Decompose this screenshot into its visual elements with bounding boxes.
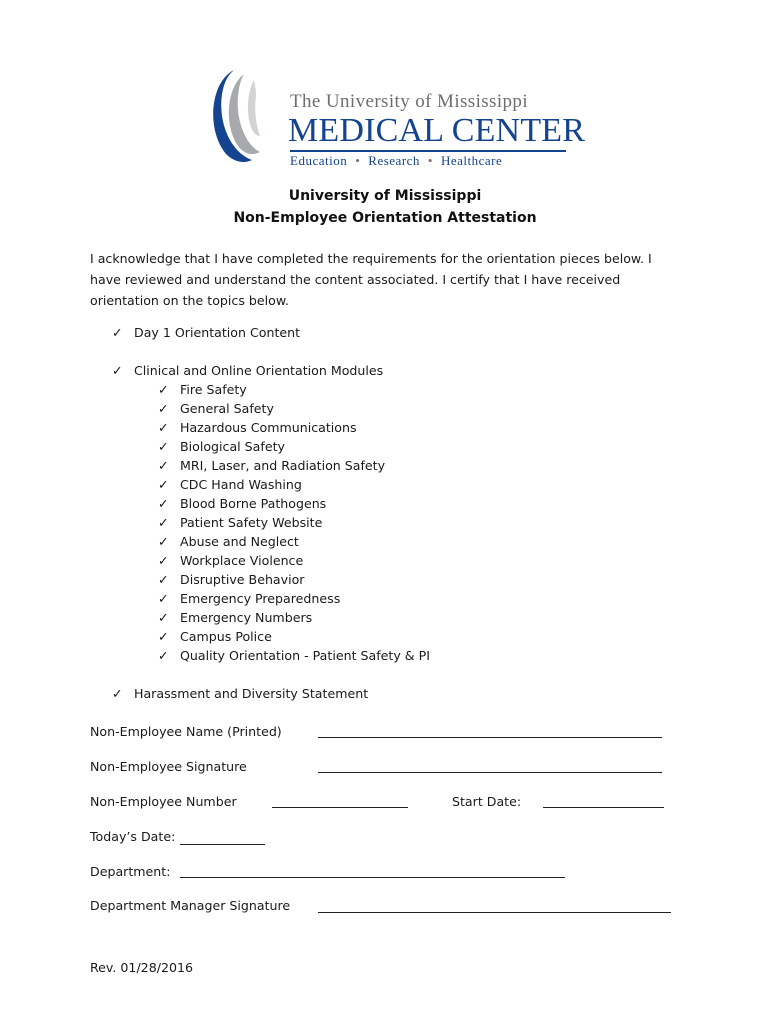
checkmark-icon: ✓ bbox=[158, 591, 169, 606]
checkmark-icon: ✓ bbox=[158, 572, 169, 587]
checkmark-icon: ✓ bbox=[158, 382, 169, 397]
checkmark-icon: ✓ bbox=[158, 496, 169, 511]
module-item bbox=[158, 570, 304, 589]
module-label: MRI, Laser, and Radiation Safety bbox=[180, 458, 386, 473]
checkmark-icon: ✓ bbox=[158, 534, 169, 549]
revision-date: Rev. 01/28/2016 bbox=[90, 960, 193, 975]
checkmark-icon: ✓ bbox=[112, 686, 123, 701]
department-field[interactable] bbox=[180, 877, 565, 878]
module-label: Biological Safety bbox=[180, 439, 285, 454]
department-label: Department: bbox=[90, 864, 171, 879]
signature-field[interactable] bbox=[318, 772, 662, 773]
logo-tagline-education: Education bbox=[290, 153, 348, 168]
bullet-icon: • bbox=[355, 153, 361, 168]
logo-medical-center: MEDICAL CENTER bbox=[288, 112, 586, 149]
module-label: Workplace Violence bbox=[180, 553, 304, 568]
module-item bbox=[158, 608, 312, 627]
checkmark-icon: ✓ bbox=[158, 477, 169, 492]
logo-university-name: The University of Mississippi bbox=[290, 91, 529, 112]
module-item bbox=[158, 627, 272, 646]
checkmark-icon: ✓ bbox=[158, 401, 169, 416]
checkmark-icon: ✓ bbox=[112, 363, 123, 378]
module-label: Emergency Numbers bbox=[180, 610, 313, 625]
module-item bbox=[158, 380, 247, 399]
module-label: Patient Safety Website bbox=[180, 515, 323, 530]
umc-logo bbox=[204, 66, 586, 168]
module-item bbox=[158, 532, 299, 551]
checklist-item-clinical-modules bbox=[112, 361, 383, 380]
checkmark-icon: ✓ bbox=[158, 648, 169, 663]
checklist-item-label: Day 1 Orientation Content bbox=[134, 325, 301, 340]
checklist-item-harassment bbox=[112, 684, 368, 703]
logo-tagline bbox=[290, 153, 502, 169]
checkmark-icon: ✓ bbox=[158, 515, 169, 530]
module-label: Blood Borne Pathogens bbox=[180, 496, 327, 511]
logo-tagline-healthcare: Healthcare bbox=[440, 153, 503, 168]
module-item bbox=[158, 646, 430, 665]
signature-label: Non-Employee Signature bbox=[90, 759, 247, 774]
module-item bbox=[158, 551, 303, 570]
logo-divider bbox=[290, 150, 566, 152]
name-printed-label: Non-Employee Name (Printed) bbox=[90, 724, 282, 739]
manager-signature-label: Department Manager Signature bbox=[90, 898, 291, 913]
module-item bbox=[158, 418, 357, 437]
module-label: Disruptive Behavior bbox=[180, 572, 305, 587]
module-item bbox=[158, 494, 326, 513]
document-title: University of Mississippi bbox=[288, 188, 482, 204]
module-label: General Safety bbox=[180, 401, 274, 416]
checklist-item-day1 bbox=[112, 323, 300, 342]
attestation-paragraph: I acknowledge that I have completed the requirements for the orientation pieces below. I have reviewed and understand the content associated. I certify that I have received orientation on the topics below. bbox=[90, 251, 652, 308]
module-item bbox=[158, 589, 340, 608]
logo-tagline-research: Research bbox=[368, 153, 420, 168]
module-item bbox=[158, 475, 302, 494]
checklist-item-label: Harassment and Diversity Statement bbox=[134, 686, 369, 701]
checkmark-icon: ✓ bbox=[158, 458, 169, 473]
manager-signature-field[interactable] bbox=[318, 912, 671, 913]
bullet-icon: • bbox=[427, 153, 433, 168]
checkmark-icon: ✓ bbox=[112, 325, 123, 340]
module-label: Abuse and Neglect bbox=[180, 534, 299, 549]
name-printed-field[interactable] bbox=[318, 737, 662, 738]
checkmark-icon: ✓ bbox=[158, 553, 169, 568]
start-date-label: Start Date: bbox=[452, 794, 522, 809]
module-item bbox=[158, 456, 385, 475]
module-label: Emergency Preparedness bbox=[180, 591, 341, 606]
start-date-field[interactable] bbox=[543, 807, 664, 808]
module-item bbox=[158, 513, 322, 532]
module-item bbox=[158, 399, 274, 418]
checklist-item-label: Clinical and Online Orientation Modules bbox=[134, 363, 384, 378]
checkmark-icon: ✓ bbox=[158, 610, 169, 625]
todays-date-label: Today’s Date: bbox=[90, 829, 176, 844]
employee-number-label: Non-Employee Number bbox=[90, 794, 237, 809]
module-label: Hazardous Communications bbox=[180, 420, 357, 435]
checkmark-icon: ✓ bbox=[158, 439, 169, 454]
todays-date-field[interactable] bbox=[180, 844, 265, 845]
university-u-logo-icon bbox=[204, 66, 284, 166]
employee-number-field[interactable] bbox=[272, 807, 408, 808]
module-label: CDC Hand Washing bbox=[180, 477, 302, 492]
module-label: Campus Police bbox=[180, 629, 272, 644]
checkmark-icon: ✓ bbox=[158, 629, 169, 644]
module-label: Quality Orientation - Patient Safety & PI bbox=[180, 648, 430, 663]
module-item bbox=[158, 437, 285, 456]
document-subtitle: Non-Employee Orientation Attestation bbox=[233, 210, 537, 226]
module-label: Fire Safety bbox=[180, 382, 247, 397]
checkmark-icon: ✓ bbox=[158, 420, 169, 435]
